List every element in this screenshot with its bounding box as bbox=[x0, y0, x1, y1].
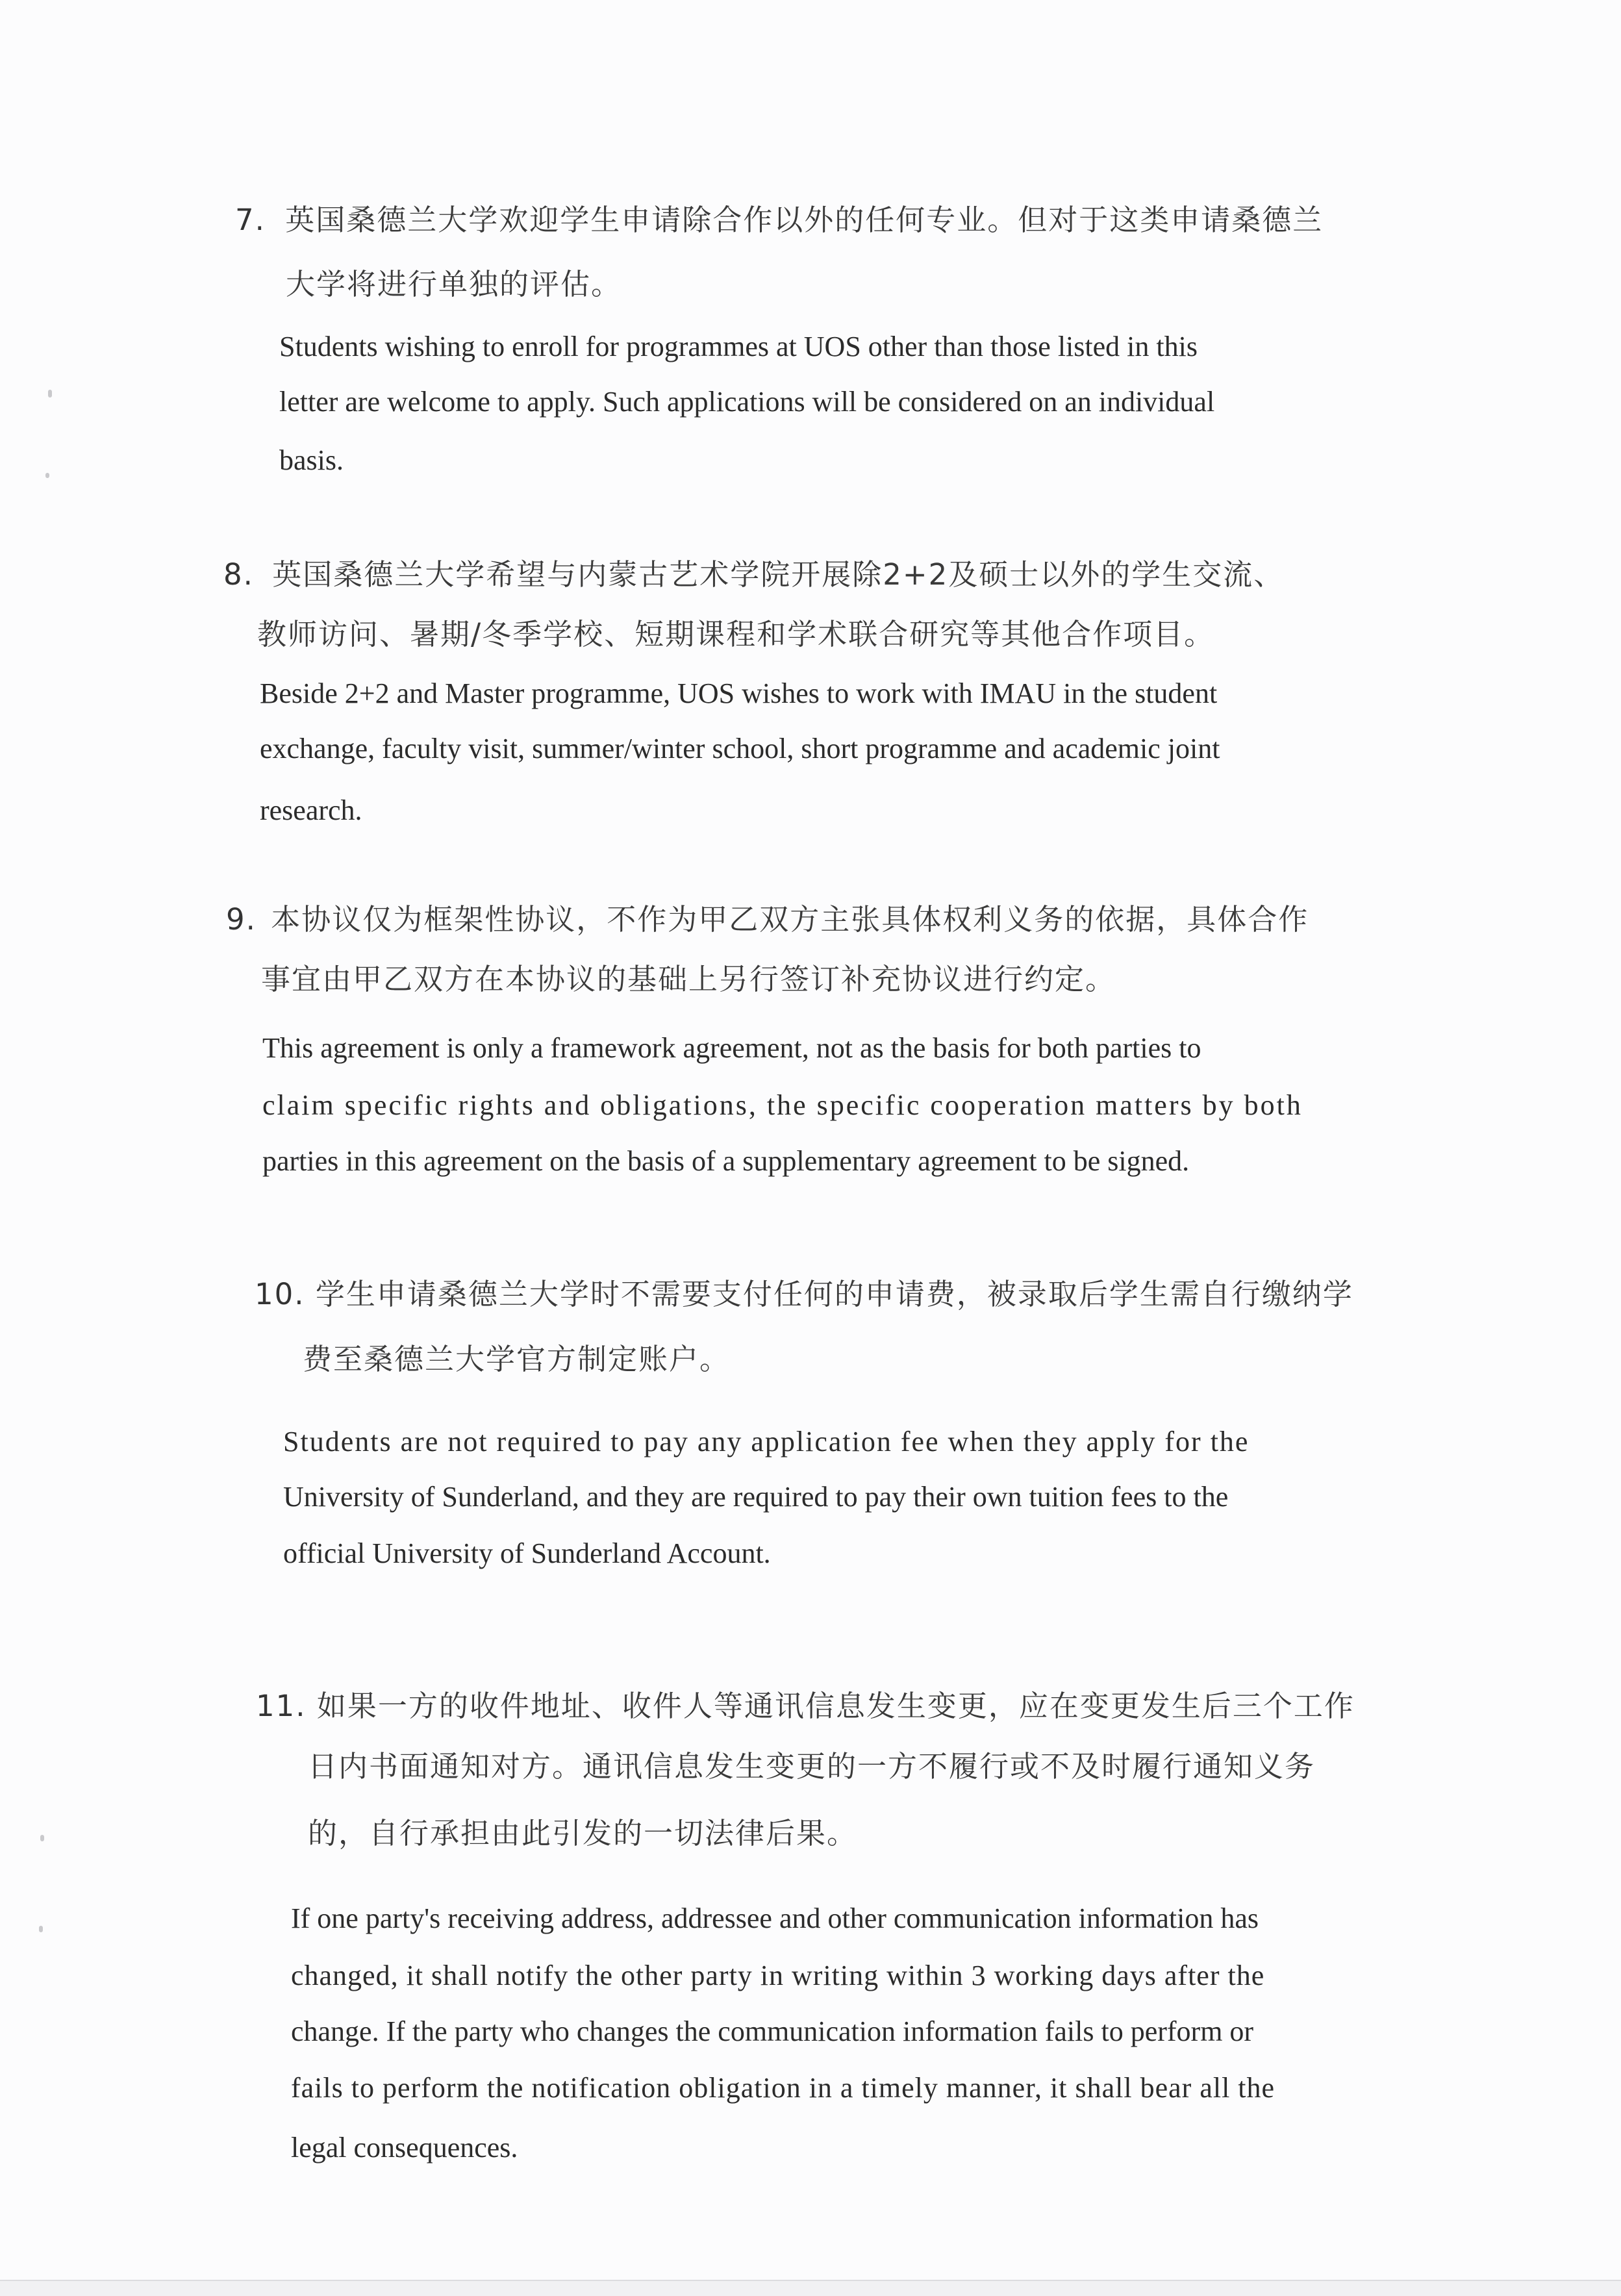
clause-9-cn-text: 本协议仅为框架性协议，不作为甲乙双方主张具体权利义务的依据，具体合作 bbox=[271, 902, 1309, 937]
clause-11-en-line-5: legal consequences. bbox=[291, 2132, 518, 2164]
clause-8-cn-line-2: 教师访问、暑期/冬季学校、短期课程和学术联合研究等其他合作项目。 bbox=[257, 617, 1215, 651]
clause-10-number: 10. bbox=[255, 1277, 305, 1311]
clause-9-cn-line-2: 事宜由甲乙双方在本协议的基础上另行签订补充协议进行约定。 bbox=[261, 962, 1116, 996]
scan-speck bbox=[39, 1926, 43, 1932]
clause-11-en-line-3: change. If the party who changes the communication information fails to perform or bbox=[291, 2015, 1254, 2047]
clause-11-cn-line-1 bbox=[256, 1691, 1355, 1721]
clause-10-cn-line-1 bbox=[255, 1277, 1353, 1311]
clause-8-en-line-1: Beside 2+2 and Master programme, UOS wishes to work with IMAU in the student bbox=[260, 677, 1218, 709]
clause-9-en-line-3: parties in this agreement on the basis of a supplementary agreement to be signed. bbox=[262, 1145, 1190, 1177]
scan-speck bbox=[40, 1835, 44, 1841]
clause-7-cn-text: 英国桑德兰大学欢迎学生申请除合作以外的任何专业。但对于这类申请桑德兰 bbox=[285, 203, 1324, 237]
clause-7-cn-line-1 bbox=[235, 203, 1324, 237]
clause-7-en-line-2: letter are welcome to apply. Such applications will be considered on an individual bbox=[279, 386, 1215, 418]
clause-7-cn-line-2: 大学将进行单独的评估。 bbox=[286, 267, 622, 301]
clause-9-en-line-1: This agreement is only a framework agreement, not as the basis for both parties to bbox=[262, 1032, 1201, 1064]
clause-8-cn-text: 英国桑德兰大学希望与内蒙古艺术学院开展除2+2及硕士以外的学生交流、 bbox=[272, 557, 1285, 592]
clause-7-en-line-1: Students wishing to enroll for programmes at UOS other than those listed in this bbox=[279, 331, 1198, 362]
clause-11-en-line-1: If one party's receiving address, addressee and other communication information has bbox=[291, 1902, 1259, 1934]
clause-10-en-line-3: official University of Sunderland Account. bbox=[283, 1537, 771, 1569]
clause-8-cn-line-1 bbox=[223, 557, 1285, 592]
clause-9-cn-line-1 bbox=[226, 902, 1309, 937]
clause-11-en-line-4: fails to perform the notification obligation in a timely manner, it shall bear all the bbox=[291, 2072, 1275, 2104]
scan-bottom-edge bbox=[0, 2280, 1621, 2296]
clause-7-en-line-3: basis. bbox=[279, 444, 344, 476]
clause-11-cn-line-2: 日内书面通知对方。通讯信息发生变更的一方不履行或不及时履行通知义务 bbox=[308, 1749, 1316, 1784]
clause-7-number: 7. bbox=[235, 203, 266, 237]
clause-8-en-line-3: research. bbox=[260, 794, 362, 826]
clause-10-en-line-1: Students are not required to pay any application fee when they apply for the bbox=[283, 1426, 1250, 1457]
clause-9-number: 9. bbox=[226, 902, 257, 937]
scan-speck bbox=[45, 473, 49, 478]
clause-11-en-line-2: changed, it shall notify the other party in writing within 3 working days after the bbox=[291, 1960, 1265, 1991]
clause-8-number: 8. bbox=[223, 557, 254, 592]
clause-11-cn-line-3: 的，自行承担由此引发的一切法律后果。 bbox=[308, 1816, 858, 1850]
clause-9-en-line-2: claim specific rights and obligations, the specific cooperation matters by both bbox=[262, 1089, 1303, 1121]
clause-10-cn-text: 学生申请桑德兰大学时不需要支付任何的申请费，被录取后学生需自行缴纳学 bbox=[315, 1277, 1353, 1311]
clause-10-en-line-2: University of Sunderland, and they are required to pay their own tuition fees to the bbox=[283, 1481, 1229, 1513]
clause-11-cn-text: 如果一方的收件地址、收件人等通讯信息发生变更，应在变更发生后三个工作 bbox=[316, 1689, 1355, 1723]
clause-10-cn-line-2: 费至桑德兰大学官方制定账户。 bbox=[303, 1342, 731, 1376]
clause-8-en-line-2: exchange, faculty visit, summer/winter school, short programme and academic joint bbox=[260, 733, 1220, 764]
scan-speck bbox=[48, 390, 52, 397]
clause-11-number: 11. bbox=[256, 1689, 307, 1723]
